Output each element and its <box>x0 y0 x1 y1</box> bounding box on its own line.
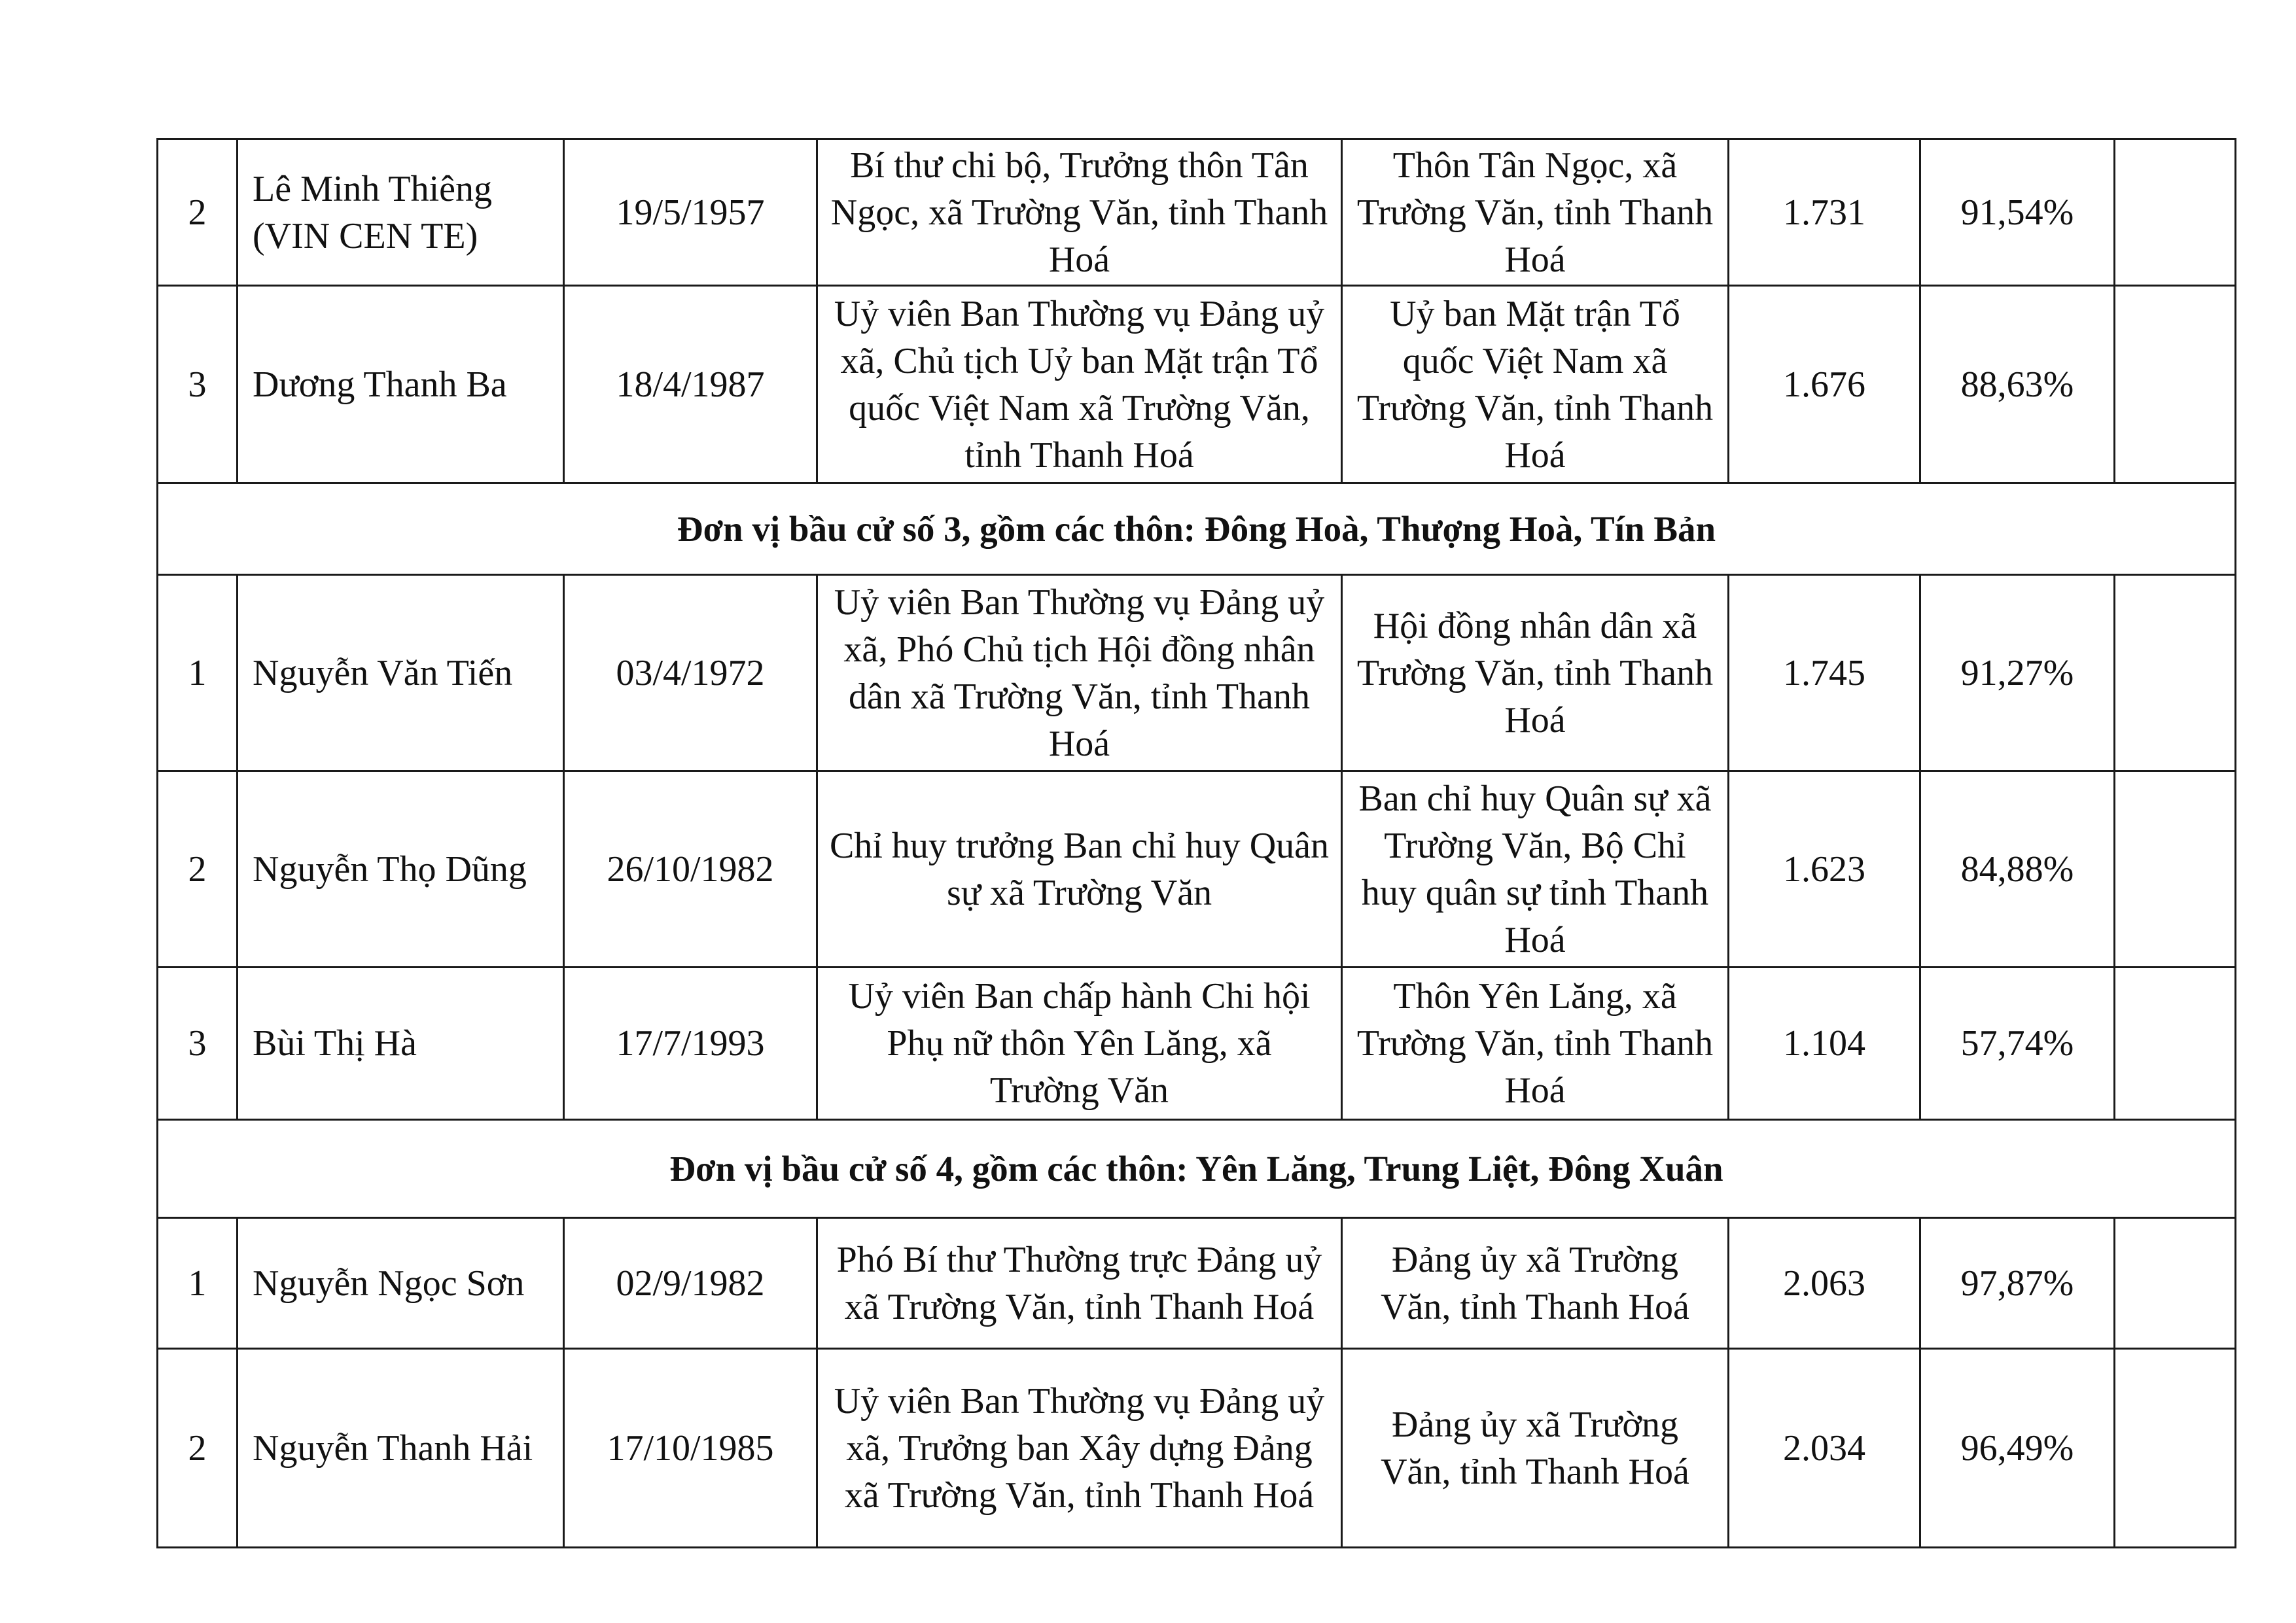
cell-no: 2 <box>158 771 238 968</box>
cell-note <box>2115 1218 2236 1349</box>
cell-percent: 97,87% <box>1920 1218 2115 1349</box>
cell-workplace: Hội đồng nhân dân xã Trường Văn, tỉnh Thanh Hoá <box>1342 575 1729 771</box>
cell-workplace: Thôn Yên Lăng, xã Trường Văn, tỉnh Thanh Hoá <box>1342 968 1729 1120</box>
cell-note <box>2115 1349 2236 1548</box>
cell-name: Nguyễn Thọ Dũng <box>238 771 564 968</box>
cell-no: 1 <box>158 1218 238 1349</box>
section-header-row <box>158 1120 2236 1218</box>
section-heading: Đơn vị bầu cử số 3, gồm các thôn: Đông Hoà, Thượng Hoà, Tín Bản <box>158 483 2236 575</box>
cell-votes: 1.104 <box>1729 968 1920 1120</box>
cell-note <box>2115 968 2236 1120</box>
cell-position: Chỉ huy trưởng Ban chỉ huy Quân sự xã Trường Văn <box>817 771 1342 968</box>
cell-percent: 96,49% <box>1920 1349 2115 1548</box>
cell-note <box>2115 771 2236 968</box>
cell-position: Uỷ viên Ban chấp hành Chi hội Phụ nữ thôn Yên Lăng, xã Trường Văn <box>817 968 1342 1120</box>
cell-dob: 19/5/1957 <box>564 139 817 286</box>
table-row <box>158 968 2236 1120</box>
cell-note <box>2115 286 2236 483</box>
cell-dob: 03/4/1972 <box>564 575 817 771</box>
cell-dob: 17/10/1985 <box>564 1349 817 1548</box>
cell-dob: 26/10/1982 <box>564 771 817 968</box>
table-row <box>158 286 2236 483</box>
cell-name: Lê Minh Thiêng (VIN CEN TE) <box>238 139 564 286</box>
cell-votes: 1.676 <box>1729 286 1920 483</box>
section-heading: Đơn vị bầu cử số 4, gồm các thôn: Yên Lăng, Trung Liệt, Đông Xuân <box>158 1120 2236 1218</box>
cell-no: 2 <box>158 139 238 286</box>
cell-no: 3 <box>158 968 238 1120</box>
cell-position: Bí thư chi bộ, Trưởng thôn Tân Ngọc, xã Trường Văn, tỉnh Thanh Hoá <box>817 139 1342 286</box>
cell-no: 3 <box>158 286 238 483</box>
cell-name: Bùi Thị Hà <box>238 968 564 1120</box>
cell-dob: 18/4/1987 <box>564 286 817 483</box>
cell-votes: 1.731 <box>1729 139 1920 286</box>
cell-workplace: Đảng ủy xã Trường Văn, tỉnh Thanh Hoá <box>1342 1218 1729 1349</box>
cell-workplace: Uỷ ban Mặt trận Tổ quốc Việt Nam xã Trường Văn, tỉnh Thanh Hoá <box>1342 286 1729 483</box>
cell-workplace: Đảng ủy xã Trường Văn, tỉnh Thanh Hoá <box>1342 1349 1729 1548</box>
cell-no: 2 <box>158 1349 238 1548</box>
cell-workplace: Ban chỉ huy Quân sự xã Trường Văn, Bộ Chỉ huy quân sự tỉnh Thanh Hoá <box>1342 771 1729 968</box>
cell-name: Nguyễn Văn Tiến <box>238 575 564 771</box>
cell-position: Phó Bí thư Thường trực Đảng uỷ xã Trường Văn, tỉnh Thanh Hoá <box>817 1218 1342 1349</box>
cell-percent: 91,54% <box>1920 139 2115 286</box>
cell-dob: 02/9/1982 <box>564 1218 817 1349</box>
table-row <box>158 139 2236 286</box>
election-results-table <box>156 138 2236 1548</box>
cell-no: 1 <box>158 575 238 771</box>
cell-note <box>2115 575 2236 771</box>
cell-name: Nguyễn Thanh Hải <box>238 1349 564 1548</box>
cell-percent: 91,27% <box>1920 575 2115 771</box>
cell-votes: 1.745 <box>1729 575 1920 771</box>
cell-position: Uỷ viên Ban Thường vụ Đảng uỷ xã, Trưởng ban Xây dựng Đảng xã Trường Văn, tỉnh Thanh Hoá <box>817 1349 1342 1548</box>
table-row <box>158 771 2236 968</box>
table-row <box>158 1349 2236 1548</box>
table-row <box>158 575 2236 771</box>
cell-position: Uỷ viên Ban Thường vụ Đảng uỷ xã, Phó Chủ tịch Hội đồng nhân dân xã Trường Văn, tỉnh Thanh Hoá <box>817 575 1342 771</box>
cell-percent: 57,74% <box>1920 968 2115 1120</box>
cell-votes: 2.063 <box>1729 1218 1920 1349</box>
cell-note <box>2115 139 2236 286</box>
cell-name: Nguyễn Ngọc Sơn <box>238 1218 564 1349</box>
table-row <box>158 1218 2236 1349</box>
cell-name: Dương Thanh Ba <box>238 286 564 483</box>
cell-votes: 1.623 <box>1729 771 1920 968</box>
cell-percent: 88,63% <box>1920 286 2115 483</box>
cell-votes: 2.034 <box>1729 1349 1920 1548</box>
cell-dob: 17/7/1993 <box>564 968 817 1120</box>
cell-position: Uỷ viên Ban Thường vụ Đảng uỷ xã, Chủ tịch Uỷ ban Mặt trận Tổ quốc Việt Nam xã Trường Văn, tỉnh Thanh Hoá <box>817 286 1342 483</box>
section-header-row <box>158 483 2236 575</box>
cell-workplace: Thôn Tân Ngọc, xã Trường Văn, tỉnh Thanh Hoá <box>1342 139 1729 286</box>
cell-percent: 84,88% <box>1920 771 2115 968</box>
